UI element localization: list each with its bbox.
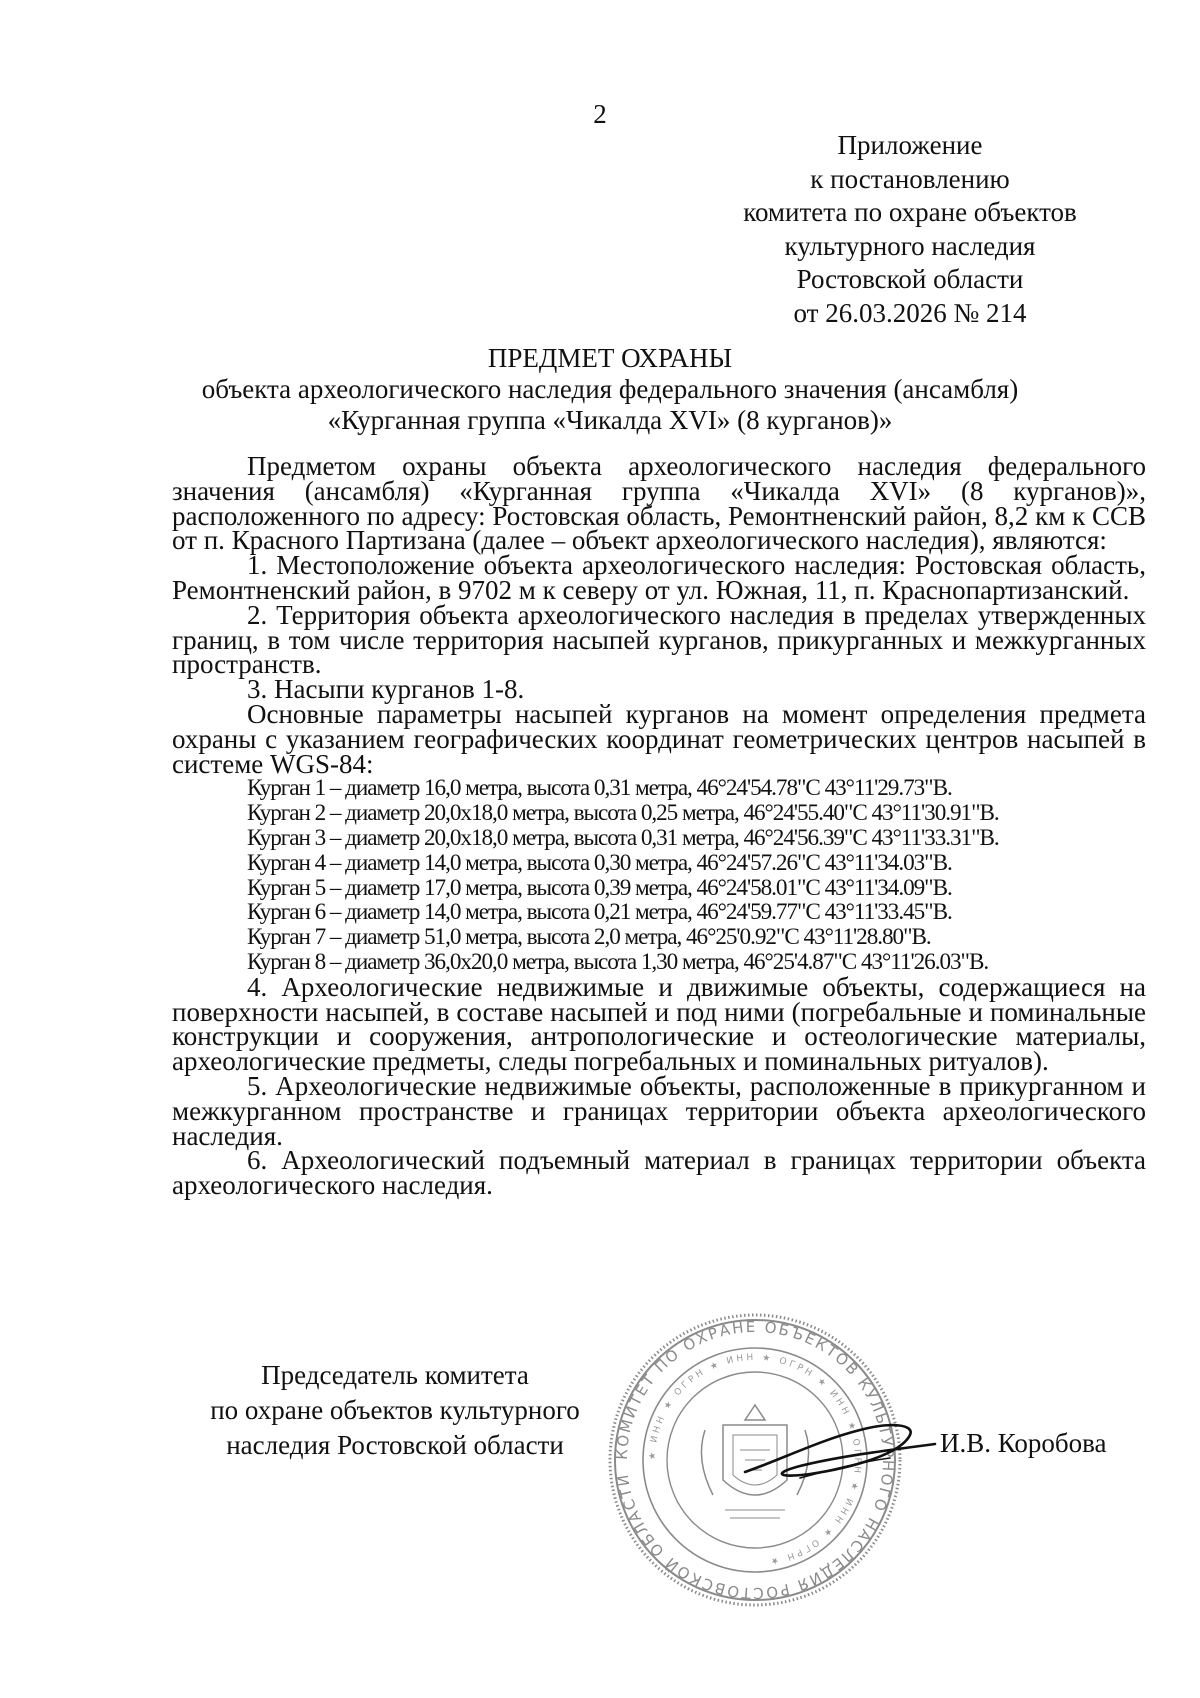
seal-outer-text: КОМИТЕТ ПО ОХРАНЕ ОБЪЕКТОВ КУЛЬТУРНОГО НАСЛЕДИЯ РОСТОВСКОЙ ОБЛАСТИ [612, 1317, 898, 1603]
document-body [172, 451, 1146, 1201]
item-6-paragraph: 6. Археологический подъемный материал в границах территории объекта археологического наследия. [172, 1145, 1146, 1201]
mound-list-item: Курган 7 – диаметр 51,0 метра, высота 2,0 метра, 46°25'0.92"С 43°11'28.80"В. [247, 924, 931, 951]
mound-params-intro: Основные параметры насыпей курганов на момент определения предмета охраны с указанием географических координат геометрических центров насыпей в системе WGS-84: [172, 698, 1146, 779]
appendix-line: к постановлению [810, 163, 1010, 194]
item-5-paragraph: 5. Археологические недвижимые объекты, расположенные в прикурганном и межкурганном пространстве и границах территории объекта археологического наследия. [172, 1070, 1146, 1151]
appendix-date-line: от 26.03.2026 № 214 [793, 297, 1027, 328]
mound-list-item: Курган 6 – диаметр 14,0 метра, высота 0,21 метра, 46°24'59.77"С 43°11'33.45"В. [247, 899, 952, 926]
signatory-position [175, 1358, 615, 1463]
appendix-line: культурного наследия [784, 230, 1036, 261]
intro-paragraph: Предметом охраны объекта археологического наследия федерального значения (ансамбля) «Курганная группа «Чикалда XVI» (8 курганов)», расположенного по адресу: Ростовская область, Ремонтненский район, 8,2 км к ССВ от п. Красного Партизана (далее – объект археологического наследия), являются: [172, 451, 1146, 556]
mound-list [172, 776, 1146, 974]
mound-list-item: Курган 4 – диаметр 14,0 метра, высота 0,30 метра, 46°24'57.26"С 43°11'34.03"В. [247, 849, 952, 876]
document-subtitle-line: «Курганная группа «Чикалда XVI» (8 курганов)» [327, 405, 893, 435]
mound-list-item: Курган 5 – диаметр 17,0 метра, высота 0,39 метра, 46°24'58.01"С 43°11'34.09"В. [247, 874, 952, 901]
item-3-paragraph: 3. Насыпи курганов 1-8. [247, 674, 525, 705]
handwritten-signature [740, 1400, 940, 1510]
page-number: 2 [593, 99, 607, 129]
title-block [140, 343, 1080, 436]
mound-list-item: Курган 8 – диаметр 36,0х20,0 метра, высота 1,30 метра, 46°25'4.87"С 43°11'26.03"В. [247, 948, 989, 975]
mound-list-item: Курган 2 – диаметр 20,0х18,0 метра, высота 0,25 метра, 46°24'55.40"С 43°11'30.91"В. [247, 800, 999, 827]
signatory-name: И.В. Коробова [940, 1428, 1107, 1458]
appendix-line: Приложение [837, 130, 983, 160]
document-heading: ПРЕДМЕТ ОХРАНЫ [487, 343, 733, 373]
item-4-paragraph: 4. Археологические недвижимые и движимые объекты, содержащиеся на поверхности насыпей, в составе насыпей и под ними (погребальные и поминальные конструкции и сооружения, антропологические и остеологические материалы, археологические предметы, следы погребальных и поминальных ритуалов). [172, 971, 1146, 1077]
svg-text:★ ИНН ★ ОГРН ★ ИНН ★ ОГРН ★ ИН: ★ ИНН ★ ОГРН ★ ИНН ★ ОГРН ★ ИНН ★ ОГРН ★ ИНН ★ ОГРН ★ [647, 1352, 863, 1567]
item-1-paragraph: 1. Местоположение объекта археологического наследия: Ростовская область, Ремонтненский район, в 9702 м к северу от ул. Южная, 11, п. Краснопартизанский. [172, 550, 1146, 605]
document-subtitle-line: объекта археологического наследия федерального значения (ансамбля) [201, 374, 1019, 404]
appendix-line: комитета по охране объектов [743, 197, 1077, 227]
mound-list-item: Курган 3 – диаметр 20,0х18,0 метра, высота 0,31 метра, 46°24'56.39"С 43°11'33.31"В. [247, 824, 999, 851]
item-2-paragraph: 2. Территория объекта археологического наследия в пределах утвержденных границ, в том числе территория насыпей курганов, прикурганных и межкурганных пространств. [172, 599, 1146, 680]
mound-list-item: Курган 1 – диаметр 16,0 метра, высота 0,31 метра, 46°24'54.78"С 43°11'29.73"В. [247, 775, 952, 802]
appendix-block [730, 129, 1090, 330]
signatory-position-line: по охране объектов культурного [210, 1395, 580, 1425]
appendix-line: Ростовской области [796, 264, 1024, 294]
signatory-position-line: наследия Ростовской области [226, 1430, 564, 1460]
signatory-position-line: Председатель комитета [261, 1360, 529, 1390]
